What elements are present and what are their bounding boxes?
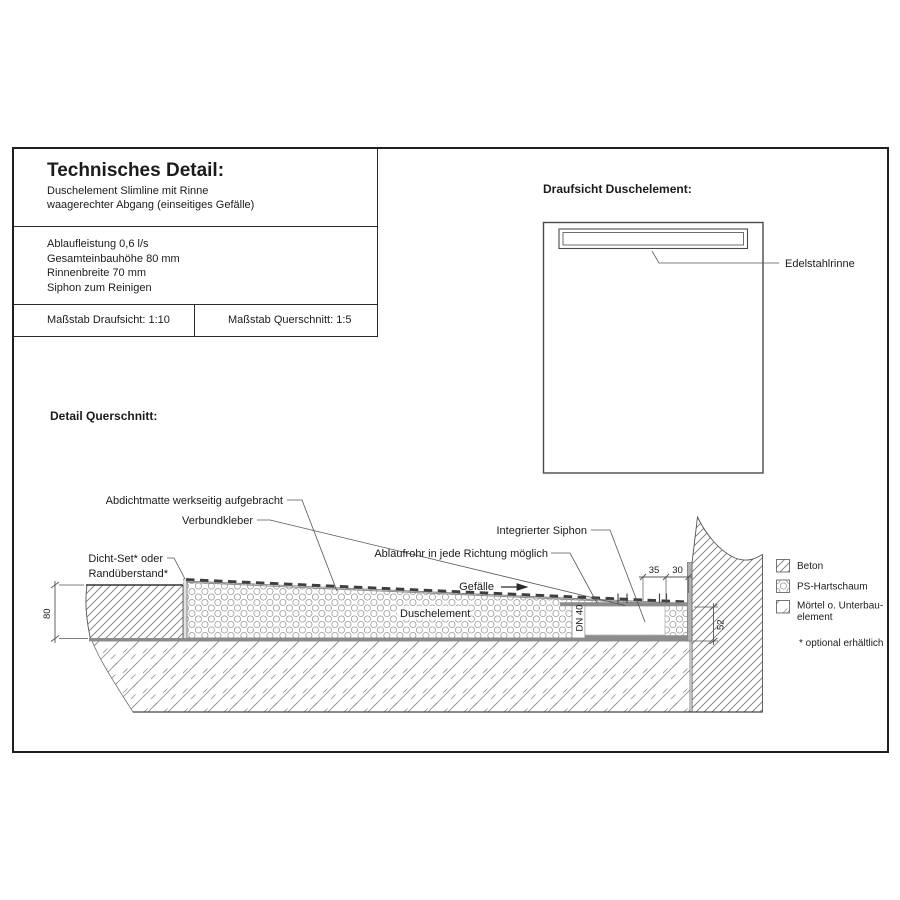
dim-height-right: 52 — [715, 619, 727, 630]
page-title: Technisches Detail: — [47, 160, 225, 181]
cross-section-drawing — [42, 495, 763, 712]
dichtset-label-line1: Dicht-Set* oder — [88, 553, 163, 565]
spec-siphon: Siphon zum Reinigen — [47, 281, 152, 294]
dn40-label: DN 40 — [574, 604, 586, 632]
legend — [777, 560, 884, 650]
spec-flow-rate: Ablaufleistung 0,6 l/s — [47, 238, 149, 250]
gefaelle-label: Gefälle — [459, 581, 494, 593]
siphon-label: Integrierter Siphon — [496, 525, 587, 537]
concrete-floor-left — [86, 585, 183, 639]
duschelement-label: Duschelement — [400, 608, 471, 620]
cross-section-heading: Detail Querschnitt: — [50, 409, 158, 423]
shower-element-outline — [544, 223, 764, 474]
subtitle-line-2: waagerechter Abgang (einseitiges Gefälle) — [47, 198, 255, 211]
legend-footnote: * optional erhältlich — [799, 638, 884, 649]
abdichtmatte-label: Abdichtmatte werkseitig aufgebracht — [105, 495, 283, 507]
dim-width-b: 30 — [672, 565, 683, 576]
legend-label-moertel-line1: Mörtel o. Unterbau- — [797, 600, 884, 612]
concrete-wall-right — [692, 517, 763, 712]
legend-swatch-ps-hartschaum — [777, 580, 790, 593]
verbundkleber-label: Verbundkleber — [182, 515, 253, 527]
abdichtmatte-leader — [287, 500, 337, 591]
dim-height-left: 80 — [42, 608, 53, 619]
dim-width-a: 35 — [648, 565, 660, 576]
plan-view-heading: Draufsicht Duschelement: — [543, 182, 692, 196]
spec-install-height: Gesamteinbauhöhe 80 mm — [47, 252, 180, 265]
mortar-bed — [92, 641, 690, 712]
dichtset-label-line2: Randüberstand* — [88, 568, 168, 580]
dichtset-leader — [167, 558, 185, 579]
scale-plan-cell: Maßstab Draufsicht: 1:10 — [14, 305, 195, 337]
subtitle-line-1: Duschelement Slimline mit Rinne — [47, 185, 209, 197]
spec-channel-width: Rinnenbreite 70 mm — [47, 267, 147, 280]
channel-label: Edelstahlrinne — [785, 258, 855, 270]
legend-label-beton: Beton — [797, 561, 824, 572]
siphon-body — [585, 606, 665, 635]
legend-swatch-beton — [777, 560, 790, 573]
legend-label-ps-hartschaum: PS-Hartschaum — [797, 581, 868, 593]
dichtset-strip — [184, 579, 188, 639]
plan-view-drawing — [544, 223, 855, 474]
legend-label-moertel-line2: element — [797, 612, 833, 623]
scale-section-cell: Maßstab Querschnitt: 1:5 — [228, 314, 352, 326]
legend-swatch-moertel — [777, 601, 790, 614]
ablaufrohr-label: Ablaufrohr in jede Richtung möglich — [374, 548, 548, 560]
drain-channel-inner — [563, 233, 744, 246]
